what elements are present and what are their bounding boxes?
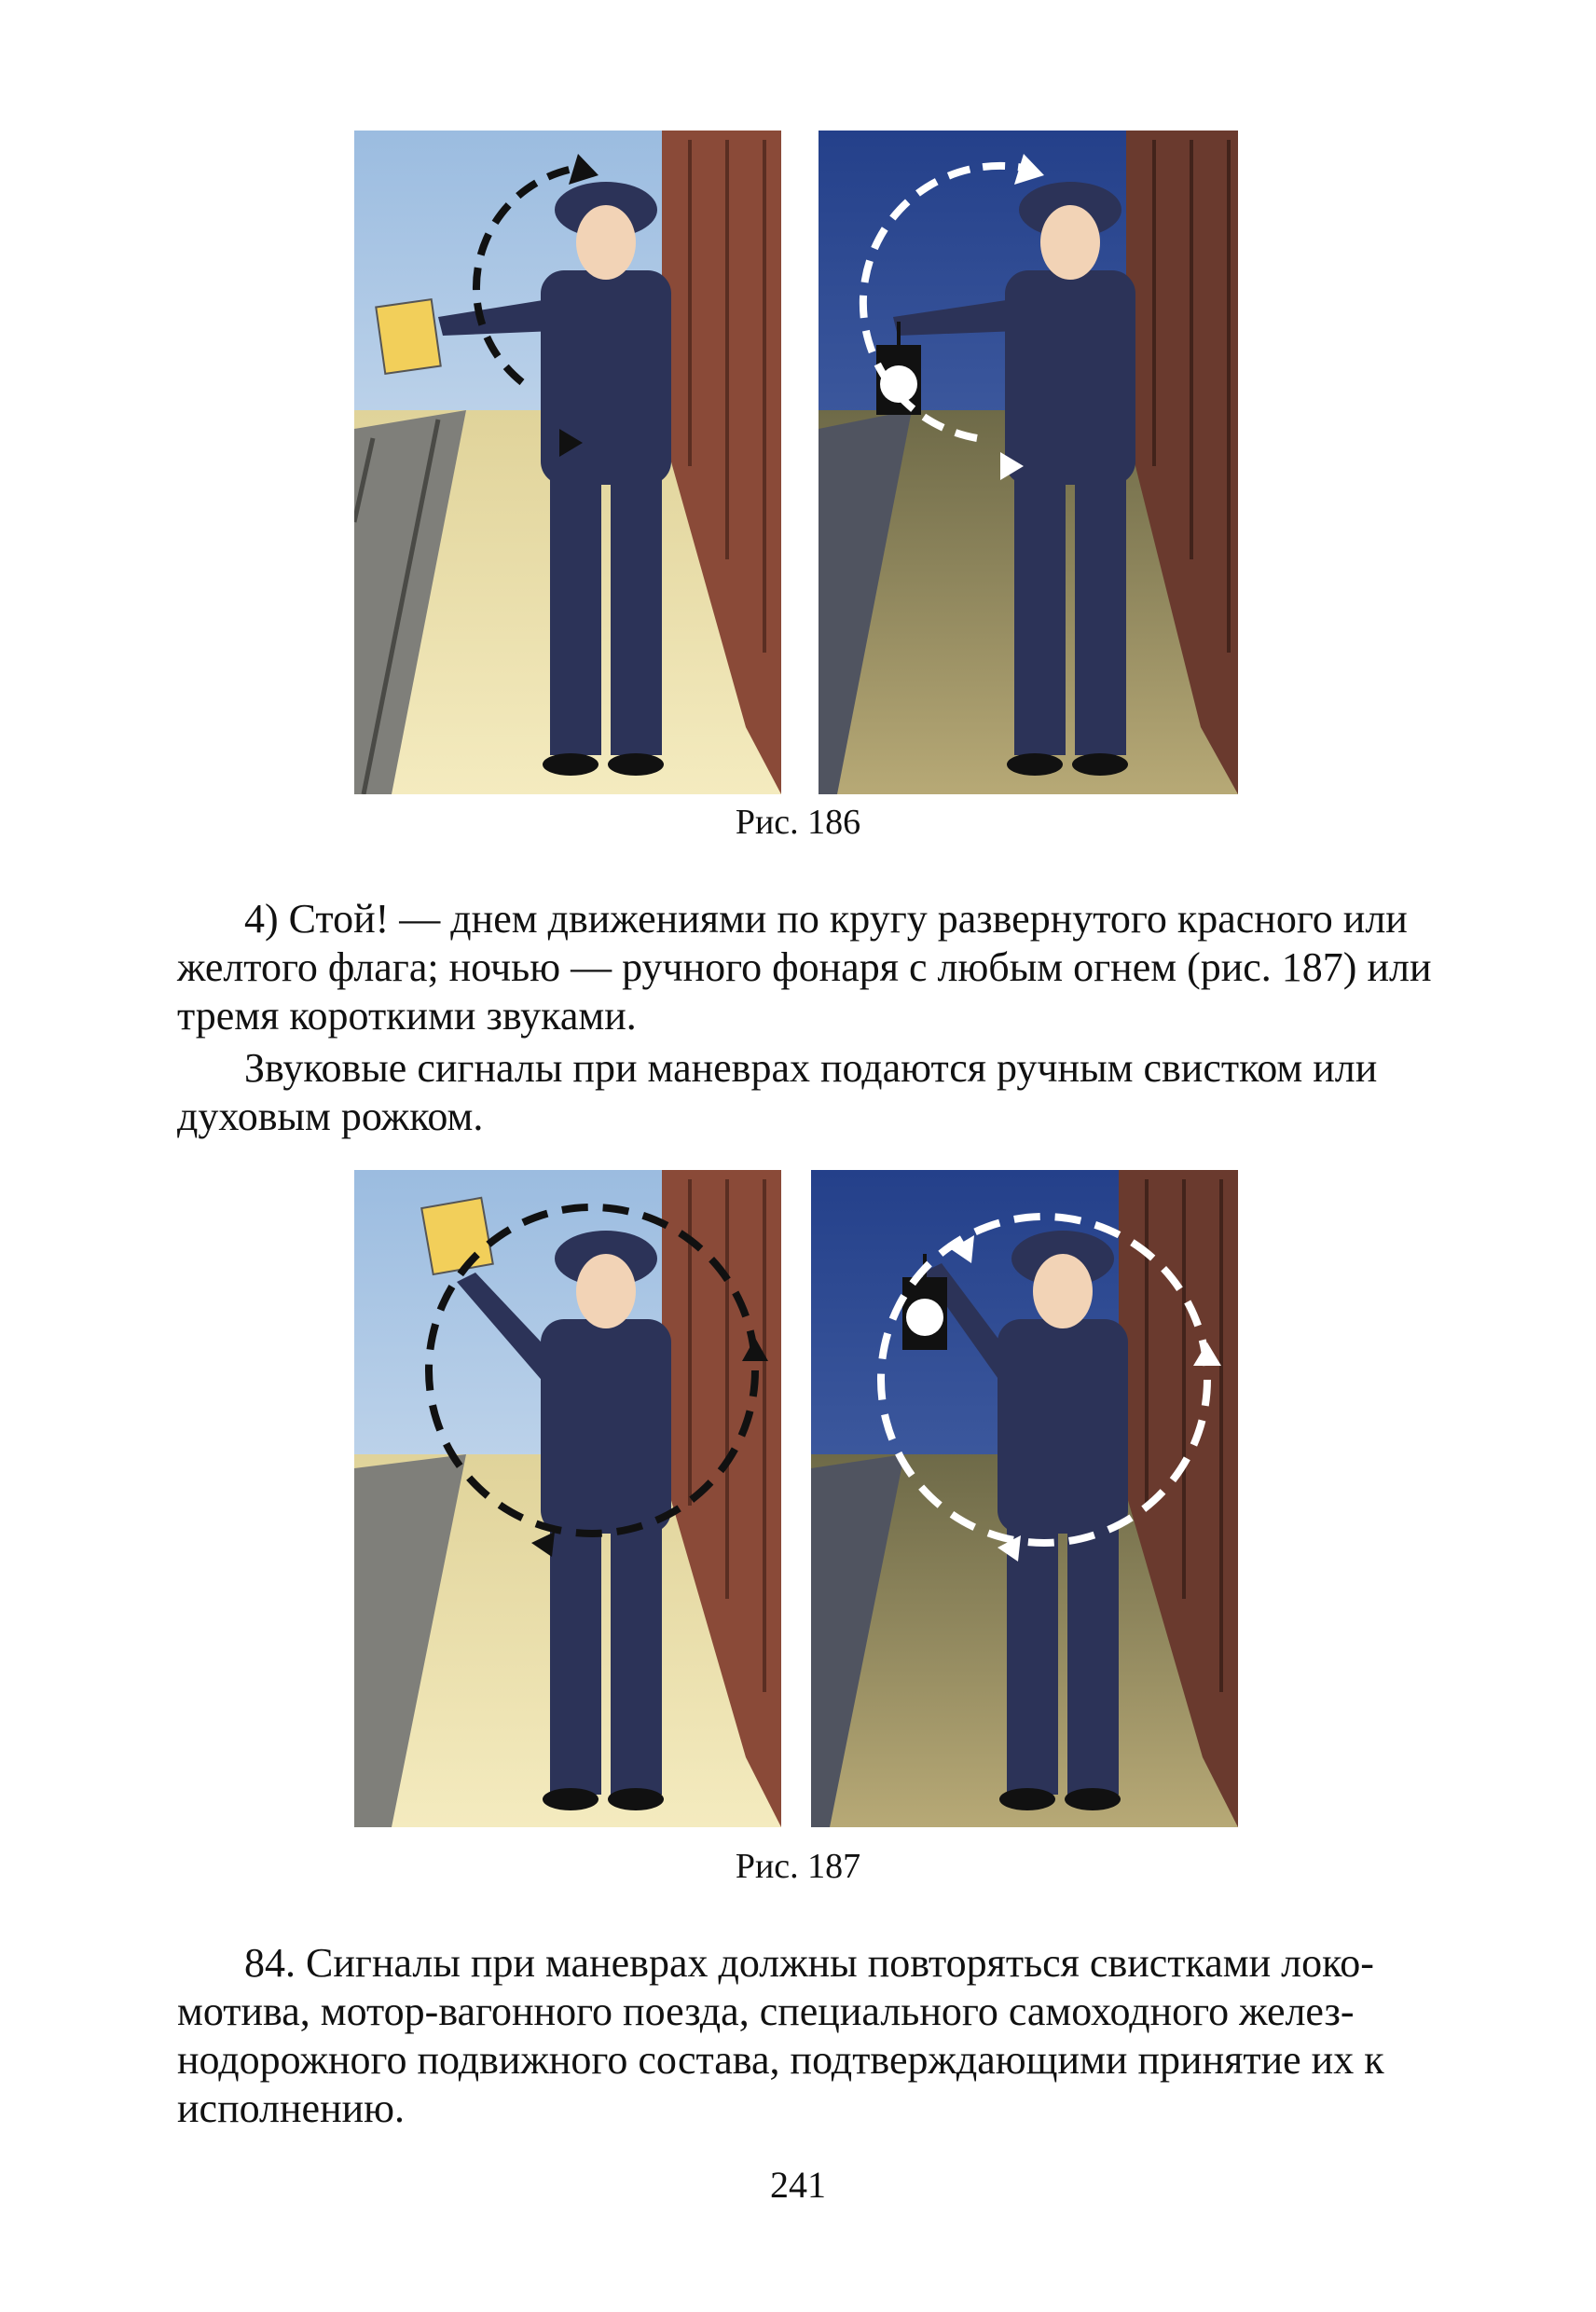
item-4-paragraph [177, 895, 1505, 1040]
text-line: мотива, мотор-вагонного поезда, специального самоходного желез- [177, 1989, 1355, 2034]
figure-187-night-panel [811, 1170, 1238, 1827]
text-line: 84. Сигналы при маневрах должны повторяться свистками локо- [244, 1940, 1374, 1986]
page-number: 241 [770, 2164, 826, 2206]
text-line: Звуковые сигналы при маневрах подаются ручным свистком или [244, 1045, 1378, 1091]
text-line: тремя короткими звуками. [177, 993, 637, 1039]
figure-187-caption: Рис. 187 [735, 1847, 861, 1886]
text-line: нодорожного подвижного состава, подтверждающими принятие их к [177, 2037, 1384, 2083]
sound-signals-paragraph [177, 1044, 1505, 1141]
text-line: желтого флага; ночью — ручного фонаря с любым огнем (рис. 187) или [177, 944, 1432, 990]
figure-187-day-panel [354, 1170, 781, 1827]
text-line: исполнению. [177, 2085, 406, 2131]
figure-186-day-panel [354, 131, 781, 794]
text-line: духовым рожком. [177, 1094, 484, 1139]
figure-186-caption: Рис. 186 [735, 803, 861, 842]
figure-186-night-panel [819, 131, 1238, 794]
text-line: 4) Стой! — днем движениями по кругу развернутого красного или [244, 896, 1408, 942]
item-84-paragraph [177, 1939, 1505, 2133]
